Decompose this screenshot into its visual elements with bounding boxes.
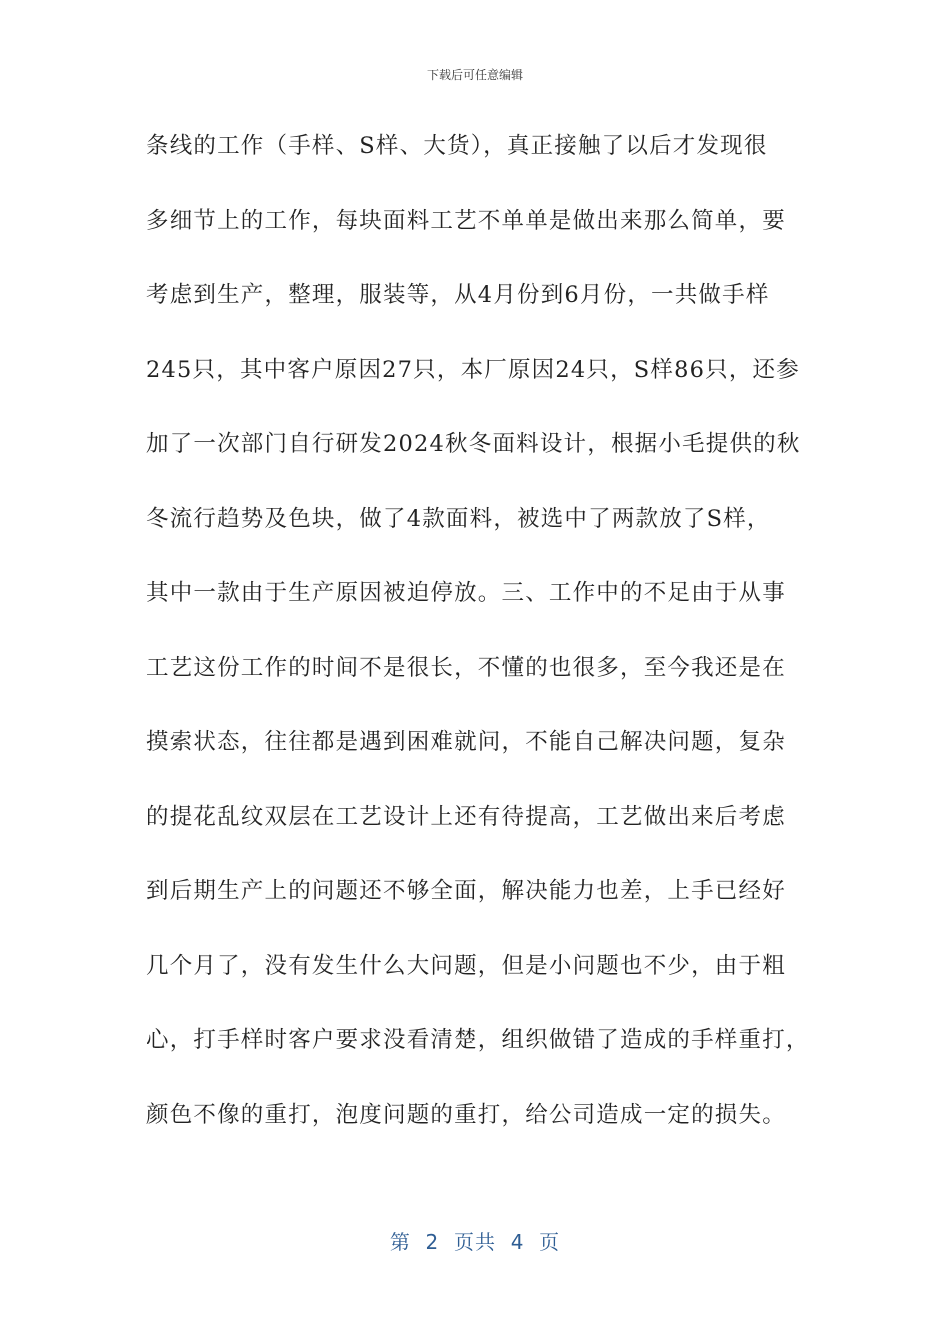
text-line: 心，打手样时客户要求没看清楚，组织做错了造成的手样重打， [146,1027,810,1053]
text-line: 的提花乱纹双层在工艺设计上还有待提高，工艺做出来后考虑 [146,803,786,830]
text-line: 加了一次部门自行研发2024秋冬面料设计，根据小毛提供的秋 [146,431,801,457]
document-body [146,128,816,1171]
text-line: 到后期生产上的问题还不够全面，解决能力也差，上手已经好 [146,878,786,904]
text-line: 工艺这份工作的时间不是很长，不懂的也很多，至今我还是在 [146,654,786,681]
page-number-label: 第 2 页共 4 页 [389,1230,561,1254]
page-number-footer [0,1226,950,1255]
text-line: 245只，其中客户原因27只，本厂原因24只，S样86只，还参 [146,356,800,383]
text-line: 考虑到生产，整理，服装等，从4月份到6月份，一共做手样 [146,282,770,308]
text-line: 摸索状态，往往都是遇到困难就问，不能自己解决问题，复杂 [146,729,786,755]
text-line: 条线的工作（手样、S样、大货），真正接触了以后才发现很 [146,133,768,159]
text-line: 多细节上的工作，每块面料工艺不单单是做出来那么简单，要 [146,207,786,234]
text-line: 冬流行趋势及色块，做了4款面料，被选中了两款放了S样， [146,505,771,532]
text-line: 几个月了，没有发生什么大问题，但是小问题也不少，由于粗 [146,952,786,979]
text-line: 颜色不像的重打，泡度问题的重打，给公司造成一定的损失。 [146,1101,786,1128]
download-note: 下载后可任意编辑 [426,68,523,82]
text-line: 其中一款由于生产原因被迫停放。三、工作中的不足由于从事 [146,580,786,606]
